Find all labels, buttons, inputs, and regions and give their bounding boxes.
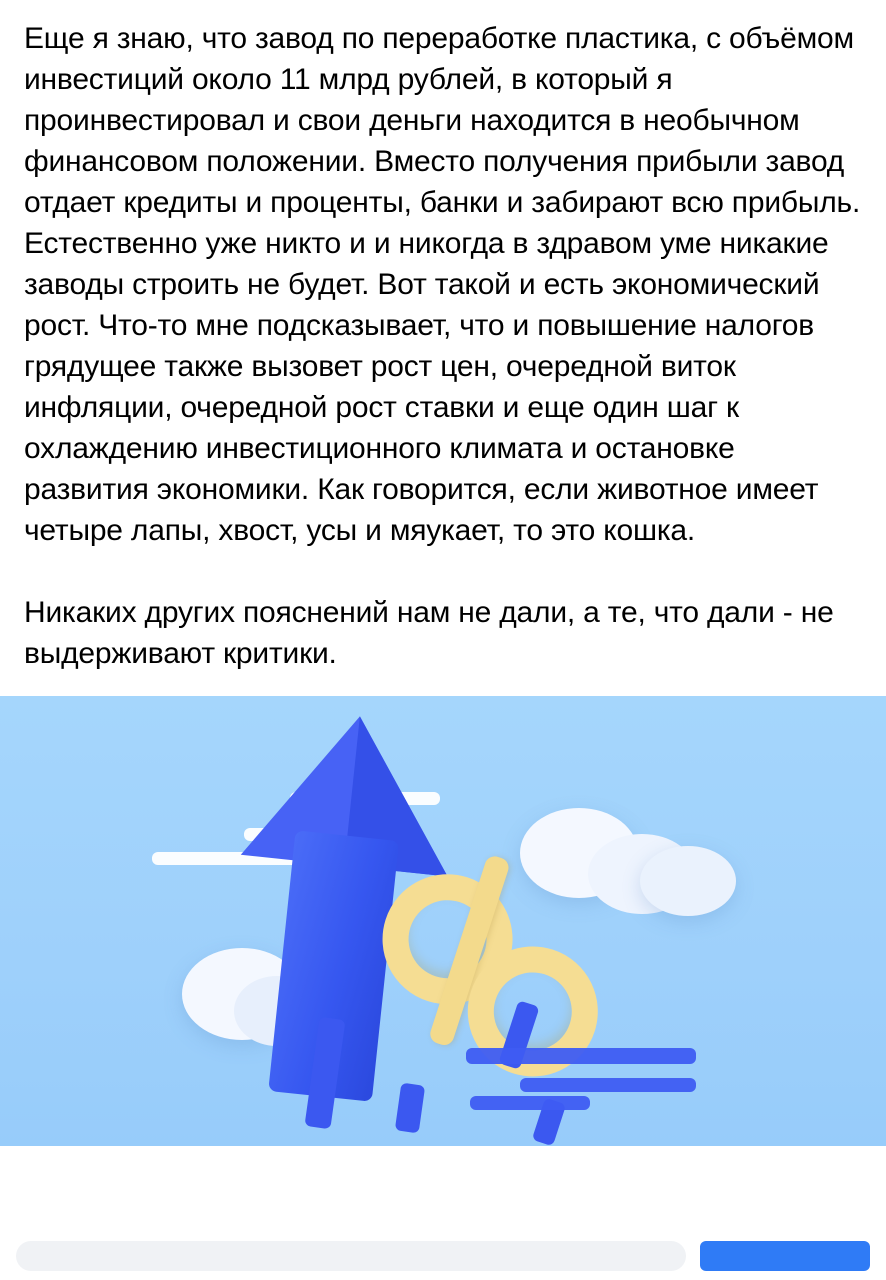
cloud-icon	[640, 846, 736, 916]
send-button[interactable]	[700, 1241, 870, 1271]
post-paragraph: Еще я знаю, что завод по переработке пластика, с объёмом инвестиций около 11 млрд рублей, в который я проинвестировал и свои деньги находится в необычном финансовом положении. Вместо получения прибыли завод отдает кредиты и проценты, банки и забирают всю прибыль. Естественно уже никто и и никогда в здравом уме никакие заводы строить не будет. Вот такой и есть экономический рост. Что-то мне подсказывает, что и повышение налогов грядущее также вызовет рост цен, очередной виток инфляции, очередной рост ставки и еще один шаг к охлаждению инвестиционного климата и остановке развития экономики. Как говорится, если животное имеет четыре лапы, хвост, усы и мяукает, то это кошка.	[24, 22, 861, 547]
speed-line-blue	[466, 1048, 696, 1064]
post-image[interactable]	[0, 696, 886, 1146]
composer-bar	[0, 1232, 886, 1280]
speed-line-blue	[470, 1096, 590, 1110]
message-input[interactable]	[16, 1241, 686, 1271]
post-paragraph: Никаких других пояснений нам не дали, а те, что дали - не выдерживают критики.	[24, 596, 834, 670]
speed-line-blue	[520, 1078, 696, 1092]
percent-icon	[374, 857, 587, 1060]
